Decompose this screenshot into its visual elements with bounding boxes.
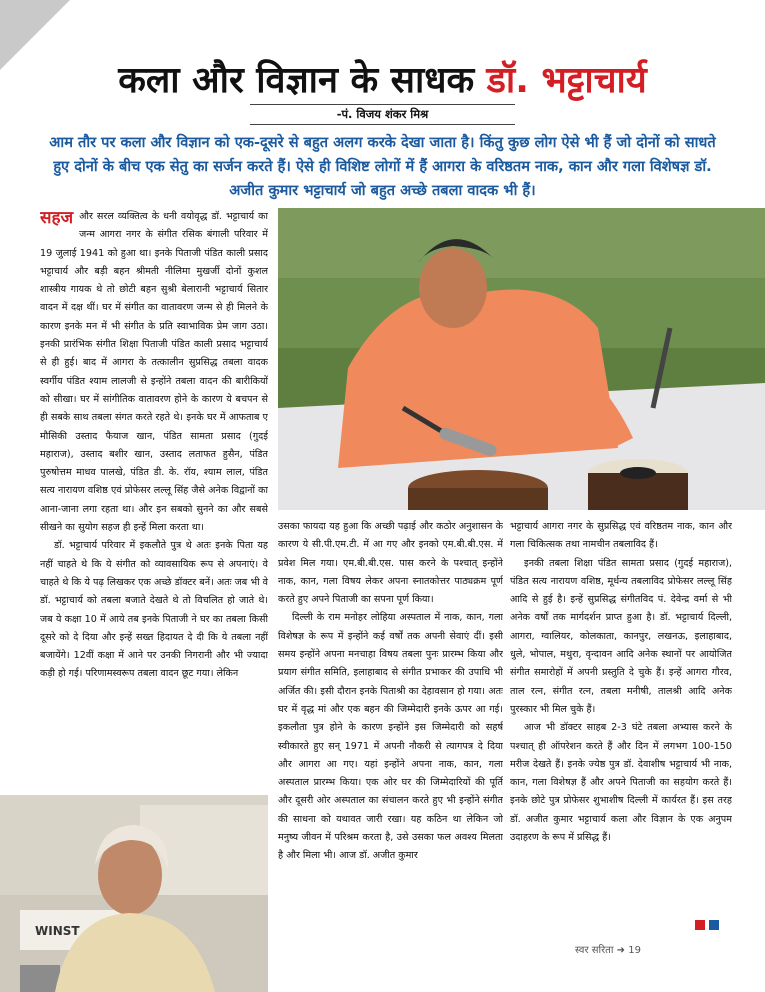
portrait-photo xyxy=(0,795,268,992)
footer-arrow-icon: ➜ xyxy=(616,945,629,956)
col2-paragraph-2: दिल्ली के राम मनोहर लोहिया अस्पताल में नाक, कान, गला विशेषज्ञ के रूप में इन्होंने कई वर्षों तक अपनी सेवाएं दीं। इसी समय इन्होंने अपना मनचाहा विषय तबला पुनः प्रारम्भ किया और प्रयाग संगीत समिति, इलाहाबाद से संगीत प्रभाकर की उपाधि भी अर्जित की। इसी दौरान इनके पिताश्री का देहावसान हो गया। अतः घर में वृद्ध मां और एक बहन की जिम्मेदारी इनके ऊपर आ गई। इकलौता पुत्र होने के कारण इन्होंने इस जिम्मेदारी को सहर्ष स्वीकारते हुए सन् 1971 में अपनी नौकरी से त्यागपत्र दे दिया और आगरा आ गए। यहां इन्होंने अपना नाक, कान, गला अस्पताल प्रारम्भ किया। एक ओर घर की जिम्मेदारियों की पूर्ति और दूसरी ओर अस्पताल का संचालन करते हुए भी इन्होंने संगीत की साधना को यथावत जारी रखा। यह कठिन था लेकिन जो मनुष्य जीवन में परिश्रम करता है, उसे उसका फल अवश्य मिलता है और मिला भी। आज डॉ. अजीत कुमार xyxy=(278,612,503,862)
col3-paragraph-2: इनकी तबला शिक्षा पंडित सामता प्रसाद (गुदई महाराज), पंडित सत्य नारायण वशिष्ठ, मूर्धन्य तबलाविद प्रोफेसर लल्लू सिंह आदि से हुई है। इन्हें सुप्रसिद्ध संगीतविद पं. देवेन्द्र वर्मा से भी अनेक वर्षों तक मार्गदर्शन प्राप्त हुआ है। डॉ. भट्टाचार्य दिल्ली, आगरा, ग्वालियर, कोलकाता, कानपुर, लखनऊ, इलाहाबाद, धुले, भोपाल, मथुरा, वृन्दावन आदि अनेक स्थानों पर आयोजित संगीत समारोहों में अपनी प्रस्तुति दे चुके हैं। इन्हें आगरा गौरव, ताल रत्न, संगीत रत्न, तबला मनीषी, तालश्री आदि अनेक पुरस्कार भी मिल चुके हैं। xyxy=(510,557,732,715)
page-title xyxy=(0,54,765,103)
decor-square-blue xyxy=(709,920,719,930)
title-part-2: डॉ. भट्टाचार्य xyxy=(486,60,647,101)
col1-paragraph-2: डॉ. भट्टाचार्य परिवार में इकलौते पुत्र थे अतः इनके पिता यह नहीं चाहते थे कि ये संगीत को व्यावसायिक रूप से अपनाएं। वे चाहते थे कि ये पढ़ लिखकर एक अच्छे डॉक्टर बनें। अतः जब भी वे डॉ. भट्टाचार्य को तबला बजाते देखते थे तो विचलित हो जाते थे। जब ये कक्षा 10 में आये तब इनके पिताजी ने घर का तबला किसी दूसरे को दे दिया और इन्हें सख्त हिदायत दे दी कि ये तबला नहीं बजायेंगे। 12वीं कक्षा में आने पर उनकी निगरानी और भी ज्यादा कड़ी हो गई। परिणामस्वरूप तबला वादन छूट गया। लेकिन xyxy=(40,540,268,680)
decor-square-red xyxy=(695,920,705,930)
byline: -पं. विजय शंकर मिश्र xyxy=(250,104,515,125)
page-number: 19 xyxy=(628,945,641,956)
col3-paragraph-1: भट्टाचार्य आगरा नगर के सुप्रसिद्ध एवं वरिष्ठतम नाक, कान और गला चिकित्सक तथा नामचीन तबलाविद हैं। xyxy=(510,521,732,551)
page-footer xyxy=(575,942,641,956)
drop-cap: सहज xyxy=(40,208,74,228)
title-part-1: कला और विज्ञान के साधक xyxy=(118,60,475,101)
tabla-performance-photo xyxy=(278,208,765,510)
col3-paragraph-3: आज भी डॉक्टर साहब 2-3 घंटे तबला अभ्यास करने के पश्चात् ही ऑपरेशन करते हैं और दिन में लगभग 100-150 मरीज देखते हैं। इनके ज्येष्ठ पुत्र डॉ. देवाशीष भट्टाचार्य भी नाक, कान, गला विशेषज्ञ हैं और अपने पिताजी का सहयोग करते हैं। इनके छोटे पुत्र प्रोफेसर शुभाशीष दिल्ली में कार्यरत हैं। इस तरह डॉ. अजीत कुमार भट्टाचार्य कला और विज्ञान के एक अनुपम उदाहरण के रूप में प्रसिद्ध हैं। xyxy=(510,722,732,844)
poster-text: WINST xyxy=(35,924,80,938)
column-2 xyxy=(278,518,503,948)
column-3 xyxy=(510,518,732,923)
magazine-name: स्वर सरिता xyxy=(575,945,614,956)
col2-paragraph-1: उसका फायदा यह हुआ कि अच्छी पढ़ाई और कठोर अनुशासन के कारण ये सी.पी.एम.टी. में आ गए और इनको एम.बी.बी.एस. में प्रवेश मिल गया। एम.बी.बी.एस. पास करने के पश्चात् इन्होंने नाक, कान, गला विषय लेकर अपना स्नातकोत्तर पाठ्यक्रम पूर्ण करते हुए अपने पिताजी का सपना पूर्ण किया। xyxy=(278,521,503,606)
portrait-illustration xyxy=(0,795,268,992)
column-1 xyxy=(40,208,268,793)
col1-paragraph-1-text: और सरल व्यक्तित्व के धनी वयोवृद्ध डॉ. भट्टाचार्य का जन्म आगरा नगर के संगीत रसिक बंगाली परिवार में 19 जुलाई 1941 को हुआ था। इनके पिताजी पंडित काली प्रसाद भट्टाचार्य और बड़ी बहन श्रीमती नीलिमा मुखर्जी दोनों कुशल शास्त्रीय गायक थे तो छोटी बहन सुश्री बेलारानी भट्टाचार्य सितार वादन में दक्ष थीं। घर में संगीत का वातावरण जन्म से ही मिलने के कारण इनके मन में भी संगीत के प्रति स्वाभाविक प्रेम जाग उठा। इनकी प्रारंभिक संगीत शिक्षा पिताजी पंडित काली प्रसाद भट्टाचार्य से ही हुई। बाद में आगरा के तत्कालीन सुप्रसिद्ध तबला वादक स्वर्गीय पंडित श्याम लालजी से इन्होंने तबला वादन की बारीकियों को सीखा। घर में सांगीतिक वातावरण होने के कारण ये बचपन से ही सबके साथ तबला संगत करते रहते थे। इनके घर में आफताब ए मौसिकी उस्ताद फैयाज खान, पंडित सामता प्रसाद (गुदई महाराज), उस्ताद बशीर खान, उस्ताद लताफत हुसैन, पंडित पुरुषोत्तम माधव पालखे, पंडित डी. के. रॉय, श्याम लाल, पंडित सत्य नारायण वशिष्ठ एवं प्रोफेसर लल्लू सिंह जैसे अनेक विद्वानों का आना-जाना लगा रहता था। और इन सबको सुनने का और सबसे सीखने का सुयोग सहज ही इन्हें मिला करता था। xyxy=(40,211,268,534)
col1-paragraph-1 xyxy=(40,208,268,537)
intro-paragraph: आम तौर पर कला और विज्ञान को एक-दूसरे से बहुत अलग करके देखा जाता है। किंतु कुछ लोग ऐसे भी हैं जो दोनों को साधते हुए दोनों के बीच एक सेतु का सर्जन करते हैं। ऐसे ही विशिष्ट लोगों में हैं आगरा के वरिष्ठतम नाक, कान और गला विशेषज्ञ डॉ. अजीत कुमार भट्टाचार्य जो बहुत अच्छे तबला वादक भी हैं। xyxy=(49,134,716,199)
tabla-performance-illustration xyxy=(278,208,765,510)
